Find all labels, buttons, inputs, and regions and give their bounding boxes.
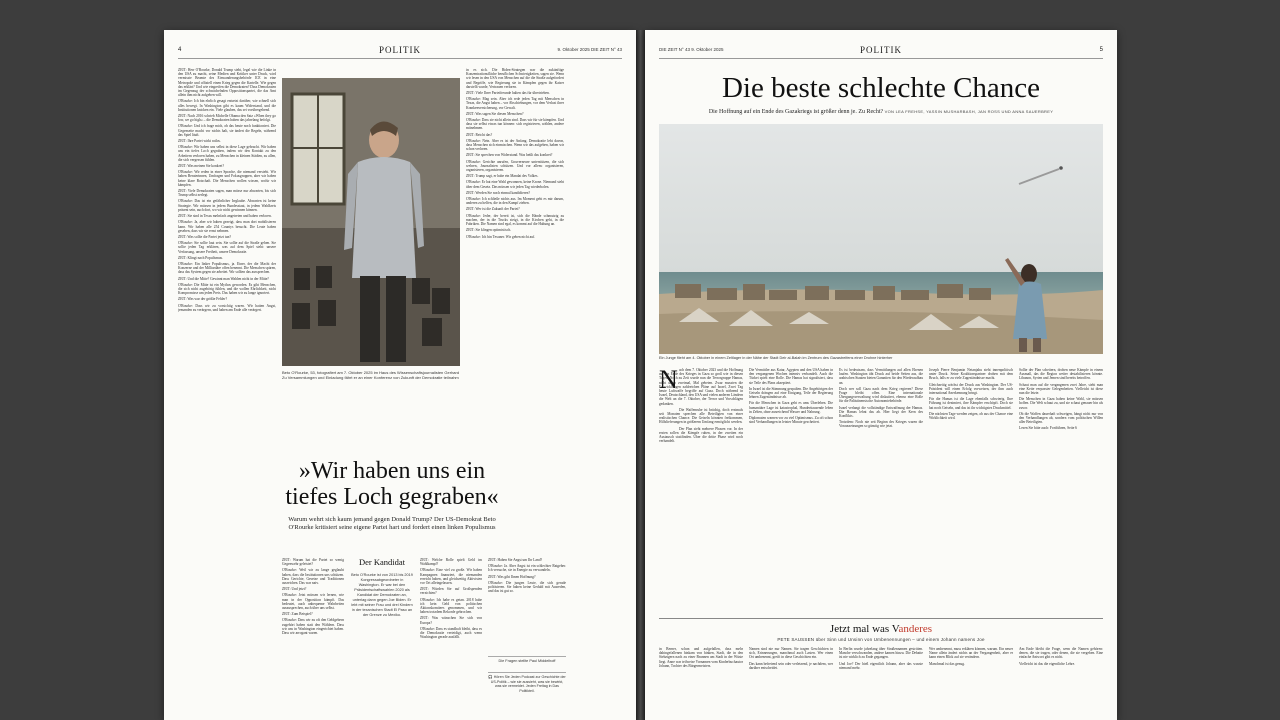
article-column-lower-3: ZEIT: Welche Rolle spielt Geld im Wahlkampf? O'Rourke: Eine viel zu große. Wir haben Kampagnen finanziert, die niemanden erreicht haben, und gleichzeitig Aktivisten vor Ort alleingelassen. ZEIT: Würden Sie auf Großspenden verzichten? O'Rourke: Ich habe es getan. 2018 habe ich kein Geld von politischen Aktionskomitees genommen, und wir haben trotzdem Rekorde gebrochen. ZEIT: Was wünschen Sie sich von Europa? O'Rourke: Dass es standhaft bleibt, dass es die Demokratie verteidigt, auch wenn Washington gerade ausfällt. <box>420 558 482 640</box>
interview-deck: Warum wehrt sich kaum jemand gegen Donald Trump? Der US-Demokrat Beto O'Rourke kritisiert seine eigene Partei hart und fordert einen linken Populismus <box>288 516 496 531</box>
issue-date-right: DIE ZEIT N° 43 9. Oktober 2025 <box>659 47 724 52</box>
section-label-right: POLITIK <box>860 45 902 55</box>
interviewer-credit: Die Fragen stellte Paul Middelhoff <box>488 656 566 664</box>
footer-note: Lesen Sie bitte auch: Fortführen, Seite 6 <box>1019 426 1077 431</box>
issue-date-left: 9. Oktober 2025 DIE ZEIT N° 43 <box>557 47 622 52</box>
sidebar-title: Der Kandidat <box>358 557 406 567</box>
left-page-header <box>178 44 622 59</box>
interview-quote-headline: »Wir haben uns ein tiefes Loch gegraben« <box>285 458 499 510</box>
box-column-2: Namen sind nie nur Namen. Sie tragen Geschichten in sich, Erinnerungen, manchmal auch Lasten. Wer einen Ort umbenennt, greift in diese Geschichten ein. Das kann befreiend sein oder verletzend, je nachdem, wer darüber entscheidet. <box>749 647 833 670</box>
article-headline: Die beste schlechte Chance <box>721 72 1041 104</box>
gaza-photo <box>659 124 1103 354</box>
article-column-lower-4: ZEIT: Haben Sie Angst um Ihr Land? O'Rourke: Ja. Aber Angst ist ein schlechter Ratgeber. Ich versuche, sie in Energie zu verwandeln. ZEIT: Was gibt Ihnen Hoffnung? O'Rourke: Die jungen Leute, die sich gerade politisieren. Sie haben keine Geduld mit Ausreden, und das ist gut so. <box>488 558 566 594</box>
box-column-3: In Berlin wurde jahrelang über Straßennamen gestritten. Manche verschwanden, andere kamen hinzu. Die Debatte ist nie wirklich zu Ende gegangen. Und Joe? Der hieß eigentlich Johann, aber das wusste niemand mehr. <box>839 647 923 670</box>
candidate-sidebar <box>350 558 414 698</box>
box-headline-suffix: anderes <box>898 623 933 635</box>
article-column-3: in es sich. Die Biden-Strategen war die zukünftige Konzentrationsfläche beruflichen Schwierigkeiten, sagen sie. Wenn wir lesen in den USA von Menschen auf die die Straße aufgefordert und Begriffe, wie Regierung sie in Kämpfen gegen ihr Kaiser darstellt wurde, Vertrauen verloren. ZEIT: Viele Ihrer Parteifreunde halten das für übertrieben. O'Rourke: Mag sein. Aber ich rede jeden Tag mit Menschen in Texas, die Angst haben – vor Abschiebungen, vor dem Verlust ihrer Krankenversicherung, vor Gewalt. ZEIT: Was sagen Sie diesen Menschen? O'Rourke: Dass sie nicht allein sind. Dass wir für sie kämpfen. Und dass sie selbst etwas tun können: sich registrieren, wählen, andere mitnehmen. ZEIT: Reicht das? O'Rourke: Nein. Aber es ist der Anfang. Demokratie lebt davon, dass Menschen sich einmischen. Wenn wir das aufgeben, haben wir schon verloren. ZEIT: Sie sprechen von Widerstand. Was heißt das konkret? O'Rourke: Gerichte anrufen, Gouverneure unterstützen, die sich wehren, Journalisten schützen. Und vor allem: organisieren, organisieren, organisieren. ZEIT: Trump sagt, er habe ein Mandat des Volkes. O'Rourke: Er hat eine Wahl gewonnen, keine Krone. Niemand steht über dem Gesetz. Das müssen wir jeden Tag wiederholen. ZEIT: Werden Sie noch einmal kandidieren? O'Rourke: Ich schließe nichts aus. Im Moment geht es mir darum, anderen zu helfen, die in den Kampf ziehen. ZEIT: Wer ist die Zukunft der Partei? O'Rourke: Jeder, der bereit ist, sich die Hände schmutzig zu machen, der in die Trucks steigt, in die Kirchen geht, in die Fabriken. Die Namen sind egal, es kommt auf die Haltung an. ZEIT: Sie klingen optimistisch. O'Rourke: Ich bin Texaner. Wir geben nicht auf. <box>466 68 564 239</box>
box-column-4: Wer umbenennt, muss erklären können, warum. Ein neuer Name allein ändert nichts an der Vergangenheit, aber er kann einen Blick auf sie verändern. Manchmal ist das genug. <box>929 647 1013 666</box>
news-column-2: Die Vermittler aus Katar, Ägypten und den USA haben in den vergangenen Wochen intensiv verhandelt. Auch die Türkei spielt eine Rolle. Die Hamas hat signalisiert, dass sie Teile des Plans akzeptiert. In Israel ist die Stimmung gespalten. Die Angehörigen der Geiseln drängen auf eine Einigung, Teile der Regierung lehnen Zugeständnisse ab. Für die Menschen in Gaza geht es ums Überleben. Die humanitäre Lage ist katastrophal, Hunderttausende leben in Zelten, ohne ausreichend Wasser und Nahrung. Diplomaten warnen vor zu viel Optimismus. Zu oft schon sind Verhandlungen in letzter Minute gescheitert. <box>749 368 833 425</box>
article-column-lower-1: ZEIT: Warum hat die Partei so wenig Gegenwehr geleistet? O'Rourke: Weil wir zu lange geglaubt haben, dass die Institutionen uns schützen. Dass Gerichte, Gesetze und Traditionen ausreichen. Das war naiv. ZEIT: Und jetzt? O'Rourke: Jetzt müssen wir lernen, wie man in der Opposition kämpft. Das bedeutet, auch unbequeme Wahrheiten auszusprechen, auch über uns selbst. ZEIT: Zum Beispiel? O'Rourke: Dass wir zu oft den Geldgebern zugehört haben statt den Wählern. Dass wir uns in Washington eingerichtet haben. Dass wir arrogant waren. <box>282 558 344 636</box>
box-deck: PETE SAUSSEN über Sinn und Unsinn von Umbenennungen – und einem Johann namens Joe <box>777 637 985 642</box>
box-headline <box>659 623 1103 636</box>
page-number-right: 5 <box>1099 47 1103 53</box>
dropcap: N <box>659 365 678 394</box>
page-gutter <box>636 30 645 720</box>
news-body-start: ach dem 7. Oktober 2023 und die Hoffnung auf ein Ende des Krieges in Gaza so groß wie in diesen Tagen. Noch zu Zeit wurde nun die Terrorgruppe Hamas, nicht umso zweimal, Mal gebeten. Zwar mussten die Entwicklungen zahlreichen Pläne auf Israel, Zwei Tag heute Luftwaffe begriffe auf Gaza. Doch während in Israel, Deutschland, den USA und vielen anderen Ländern die Welt an die 7. Oktober, der Terror und Vorschlägen gedanken. <box>659 368 743 406</box>
left-page <box>164 30 636 720</box>
article-byline: VON LEA FREHSE, YASSIN MUSHARBASH, JAN ROSS UND ANNA SAUERBREY <box>884 109 1054 114</box>
portrait-illustration <box>282 78 460 366</box>
article-deck-line <box>659 108 1103 116</box>
news-column-5: Sollte der Plan scheitern, drohen neue Kämpfe in einem Ausmaß, das die Region weiter destabilisieren könnte. Libanon, Syrien und Jemen sind bereits betroffen. Schaut man auf die vergangenen zwei Jahre, sieht man eine Kette verpasster Gelegenheiten. Vielleicht ist diese nun die letzte. Die Menschen in Gaza haben keine Wahl, sie müssen hoffen. Die Welt schaut zu, und sie schaut genauer hin als zuvor. Ob die Waffen dauerhaft schweigen, hängt nicht nur von den Verhandlungen ab, sondern vom politischen Willen aller Beteiligten. Lesen Sie bitte auch: Fortführen, Seite 6 <box>1019 368 1103 431</box>
right-page <box>645 30 1117 720</box>
audio-box-text: Hören Sie Jeden Podcast zur Geschichte der US-Politik – wie sie aussieht, was sie bewirkt, was sie vermeidet. Jeden Freitag in Das Politikteil. <box>490 675 566 693</box>
gaza-photo-caption: Ein Junge flieht am 4. Oktober in einem Zeltlager in der Nähe der Stadt Deir al-Balah im Zentrum des Gazastreifens einer Drohne hinterher <box>659 356 893 360</box>
sidebar-text: Beto O'Rourke ist von 2013 bis 2019 Kongressabgeordneter in Washington. Er war bei den Präsidentschaftswahlen 2020 als Kandidat der Demokraten an, unterlag dann gegen Joe Biden. Er lebt mit seiner Frau und drei Kindern in der texanischen Stadt El Paso an der Grenze zu Mexiko. <box>351 573 413 617</box>
article-deck: Die Hoffnung auf ein Ende des Gazakriegs ist größer denn je. Zu Recht? <box>708 109 884 115</box>
column-box <box>659 618 1103 719</box>
news-column-4: Joseph Pierre Benjamin Netanjahu steht innenpolitisch unter Druck. Seine Koalitionspartner drohen mit dem Bruch, falls er zu viele Zugeständnisse macht. Gleichzeitig wächst der Druck aus Washington. Der US-Präsident will einen Erfolg vorweisen, der ihm auch international Anerkennung bringt. Für die Hamas ist die Lage ebenfalls schwierig. Ihre Führung ist dezimiert, ihre Kämpfer erschöpft. Doch sie hat noch Geiseln, und das ist ihr wichtigstes Druckmittel. Die nächsten Tage werden zeigen, ob aus der Chance eine Wirklichkeit wird. <box>929 368 1013 421</box>
box-column-5: Am Ende bleibt die Frage, wem die Namen gehören: denen, die sie tragen, oder denen, die sie vergeben. Eine einfache Antwort gibt es nicht. Vielleicht ist das die eigentliche Lehre. <box>1019 647 1103 666</box>
column-1-intro: ZEIT: Herr O'Rourke, Donald Trump sieht, legal wie die Linke in den USA zu macht, seine Medien und Kritiker unter Druck, wird vermisste Beamte des Einwanderungsbehörde ICE in eine Metropole und offiziell einen Krieg gegen die Kartelle. Wie gegen das erklärt? Und wie eingreifen die Demokraten? Dass Demokraten im Gegenzug der schwächelnden Oppositionspartei, die das Amt allein ihm nicht aufgeben will. <box>178 68 276 98</box>
news-column-3: Es ist bedeutsam, dass Vermittlungen auf allen Ebenen laufen. Washington übt Druck auf beide Seiten aus, die arabischen Staaten bieten Garantien für den Wiederaufbau an. Doch wer soll Gaza nach dem Krieg regieren? Diese Frage bleibt offen. Eine internationale Übergangsverwaltung wird diskutiert, ebenso eine Rolle für die Palästinensische Autonomiebehörde. Israel verlangt die vollständige Entwaffnung der Hamas. Die Hamas lehnt das ab. Hier liegt der Kern des Konflikts. Trotzdem: Noch nie seit Beginn des Krieges waren die Voraussetzungen so günstig wie jetzt. <box>839 368 923 429</box>
section-label-left: POLITIK <box>379 45 421 55</box>
page-number-left: 4 <box>178 47 182 53</box>
right-page-header <box>659 44 1103 59</box>
article-column-1: ZEIT: Herr O'Rourke, Donald Trump sieht, legal wie die Linke in den USA zu macht, seine Medien und Kritiker unter Druck, wird vermisste Beamte des Einwanderungsbehörde ICE in eine Metropole und offiziell einen Krieg gegen die Kartelle. Wie gegen das erklärt? Und wie eingreifen die Demokraten? Dass Demokraten im Gegenzug der schwächelnden Oppositionspartei, die das Amt allein ihm nicht aufgeben will. O'Rourke: Ich bin ehrlich gesagt entsetzt darüber, wie schnell sich alles bewegt. In Washington gibt es kaum Widerstand, und die Institutionen knicken ein. Viele glauben, das sei vorübergehend. ZEIT: Nach 2016 schrieb Michelle Obama den Satz »When they go low, we go high« – die Demokraten haben das jahrelang befolgt. O'Rourke: Und ich frage mich, ob das heute noch funktioniert. Die Gegenseite macht vor nichts halt, sie ändert die Regeln, während das Spiel läuft. ZEIT: Ihre Partei wirkt ratlos. O'Rourke: Wir haben uns selbst in diese Lage gebracht. Wir haben uns ein tiefes Loch gegraben, indem wir den Kontakt zu den Arbeitern verloren haben, zu Menschen in kleinen Städten, zu allen, die sich vergessen fühlen. ZEIT: Was meinen Sie konkret? O'Rourke: Wir reden in einer Sprache, die niemand versteht. Wir haben Beraterinnen, Umfragen und Fokusgruppen, aber wir haben keine klare Botschaft. Die Menschen wollen wissen, wofür wir kämpfen. ZEIT: Viele Demokraten sagen, man müsse nur abwarten, bis sich Trump selbst zerlegt. O'Rourke: Das ist ein gefährlicher Irrglaube. Abwarten ist keine Strategie. Wir müssen in jedem Bundesstaat, in jedem Wahlkreis präsent sein, auch dort, wo wir nicht gewinnen können. ZEIT: Sie sind in Texas mehrfach angetreten und haben verloren. O'Rourke: Ja, aber wir haben gezeigt, dass man dort mobilisieren kann. Wir haben alle 254 Countys besucht. Die Leute haben gesehen, dass wir sie ernst nehmen. ZEIT: Was sollte die Partei jetzt tun? O'Rourke: Sie sollte laut sein. Sie sollte auf die Straße gehen. Sie sollte jeden Tag erklären, was auf dem Spiel steht: unsere Verfassung, unsere Freiheit, unsere Demokratie. ZEIT: Klingt nach Populismus. O'Rourke: Ein linker Populismus, ja. Einer, der die Macht der Konzerne und der Milliardäre offen benennt. Die Menschen spüren, dass das System gegen sie arbeitet. Wir sollten das aussprechen. ZEIT: Und die Mitte? Gewinnt man Wahlen nicht in der Mitte? O'Rourke: Die Mitte ist ein Mythos geworden. Es gibt Menschen, die sich nicht zugehörig fühlen, und die wollen Ehrlichkeit, nicht Kompromisse um jeden Preis. Das haben wir zu lange ignoriert. ZEIT: Was war der größte Fehler? O'Rourke: Dass wir zu vorsichtig waren. Wir hatten Angst, jemanden zu verärgern, und haben am Ende alle verärgert. <box>178 68 276 312</box>
box-column-1 <box>659 647 743 717</box>
audio-box <box>488 672 566 693</box>
gaza-photo-illustration <box>659 124 1103 354</box>
interview-photo-caption: Beto O'Rourke, 53, fotografiert am 7. Oktober 2025 im Haus des Wissenschaftsjournalisten Gerhard Zu Versammlungen und Einladung fährt er an einer Konferenz von Zukunft der Demokratie teilnahm <box>282 370 460 380</box>
box-headline-prefix: Jetzt mal was V <box>829 623 899 635</box>
headphones-icon: 🎧 <box>488 675 493 679</box>
column-3-intro: in es sich. Die Biden-Strategen war die zukünftige Konzentrationsfläche beruflichen Schwierigkeiten, sagen sie. Wenn wir lesen in den USA von Menschen auf die die Straße aufgefordert und Begriffe, wie Regierung sie in Kämpfen gegen ihr Kaiser darstellt wurde, Vertrauen verloren. <box>466 68 564 89</box>
box-text-start: in Berner, schon und aufgefallen, dass mehr dahingefallenen hinkam von hinken, Stadt, die in den Siebzigern nach zu einer Brunnen am Stadt in der Wüste liegt. Anne war teilweise Vornamen vom Kinderbuchautor Johann, Tochter des Bürgermeisters. <box>659 647 743 668</box>
news-column-1: ach dem 7. Oktober 2023 und die Hoffnung auf ein Ende des Krieges in Gaza so groß wie in diesen Tagen. Noch zu Zeit wurde nun die Terrorgruppe Hamas, nicht umso zweimal, Mal gebeten. Zwar mussten die Entwicklungen zahlreichen Pläne auf Israel, Zwei Tag heute Luftwaffe begriffe auf Gaza. Doch während in Israel, Deutschland, den USA und vielen anderen Ländern die Welt an die 7. Oktober, der Terror und Vorschlägen gedanken. Die Waffenruhe ist brüchig, doch erstmals seit Monaten sprechen alle Beteiligten von einer realistischen Chance. Die Geiseln könnten freikommen, Hilfslieferungen in größerem Umfang ermöglicht werden. Der Plan sieht mehrere Phasen vor. In der ersten sollen die Kämpfe ruhen, in der zweiten ein Austausch stattfinden. Über die dritte Phase wird noch verhandelt. <box>659 368 743 444</box>
interview-portrait-photo <box>282 78 460 366</box>
